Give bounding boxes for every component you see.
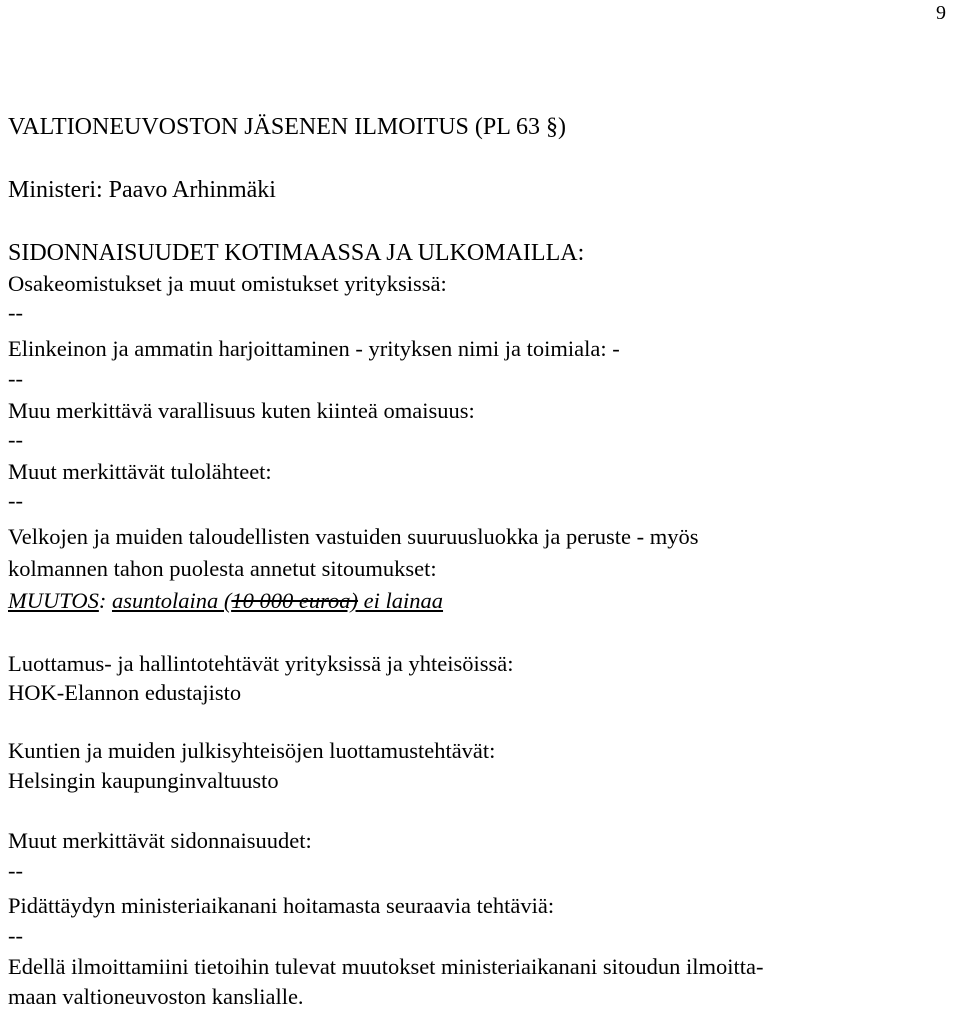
other-interests-label: Muut merkittävät sidonnaisuudet: (8, 828, 312, 853)
change-prefix: MUUTOS (8, 588, 99, 613)
refrain-value: -- (8, 923, 23, 948)
change-struck-amount: 10 000 euroa) (231, 588, 359, 613)
change-text (112, 588, 443, 613)
refrain-label: Pidättäydyn ministeriaikanani hoitamasta seuraavia tehtäviä: (8, 893, 555, 918)
assets-value: -- (8, 427, 23, 452)
closing-line-1: Edellä ilmoittamiini tietoihin tulevat muutokset ministeriaikanani sitoudun ilmoitta- (8, 954, 764, 979)
income-value: -- (8, 488, 23, 513)
municipal-label: Kuntien ja muiden julkisyhteisöjen luottamustehtävät: (8, 738, 496, 763)
minister-name: Ministeri: Paavo Arhinmäki (8, 177, 276, 203)
debts-label-line-1: Velkojen ja muiden taloudellisten vastuiden suuruusluokka ja peruste - myös (8, 524, 699, 549)
assets-label: Muu merkittävä varallisuus kuten kiinteä omaisuus: (8, 398, 475, 423)
municipal-value: Helsingin kaupunginvaltuusto (8, 768, 279, 793)
shareholdings-value: -- (8, 300, 23, 325)
document-title: VALTIONEUVOSTON JÄSENEN ILMOITUS (PL 63 §) (8, 114, 566, 140)
change-no-loan-text: ei lainaa (358, 588, 444, 613)
business-value: -- (8, 366, 23, 391)
other-interests-value: -- (8, 858, 23, 883)
page-number: 9 (936, 2, 946, 24)
shareholdings-label: Osakeomistukset ja muut omistukset yrityksissä: (8, 271, 447, 296)
interests-heading: SIDONNAISUUDET KOTIMAASSA JA ULKOMAILLA: (8, 240, 585, 266)
closing-line-2: maan valtioneuvoston kanslialle. (8, 984, 304, 1009)
income-label: Muut merkittävät tulolähteet: (8, 459, 272, 484)
trust-company-label: Luottamus- ja hallintotehtävät yrityksissä ja yhteisöissä: (8, 651, 514, 676)
debts-label-line-2: kolmannen tahon puolesta annetut sitoumukset: (8, 556, 437, 581)
debts-change-line (8, 588, 443, 614)
trust-company-value: HOK-Elannon edustajisto (8, 680, 242, 705)
change-mortgage-text: asuntolaina ( (111, 588, 232, 613)
change-colon: : (98, 588, 107, 613)
business-label: Elinkeinon ja ammatin harjoittaminen - yrityksen nimi ja toimiala: - (8, 336, 620, 361)
